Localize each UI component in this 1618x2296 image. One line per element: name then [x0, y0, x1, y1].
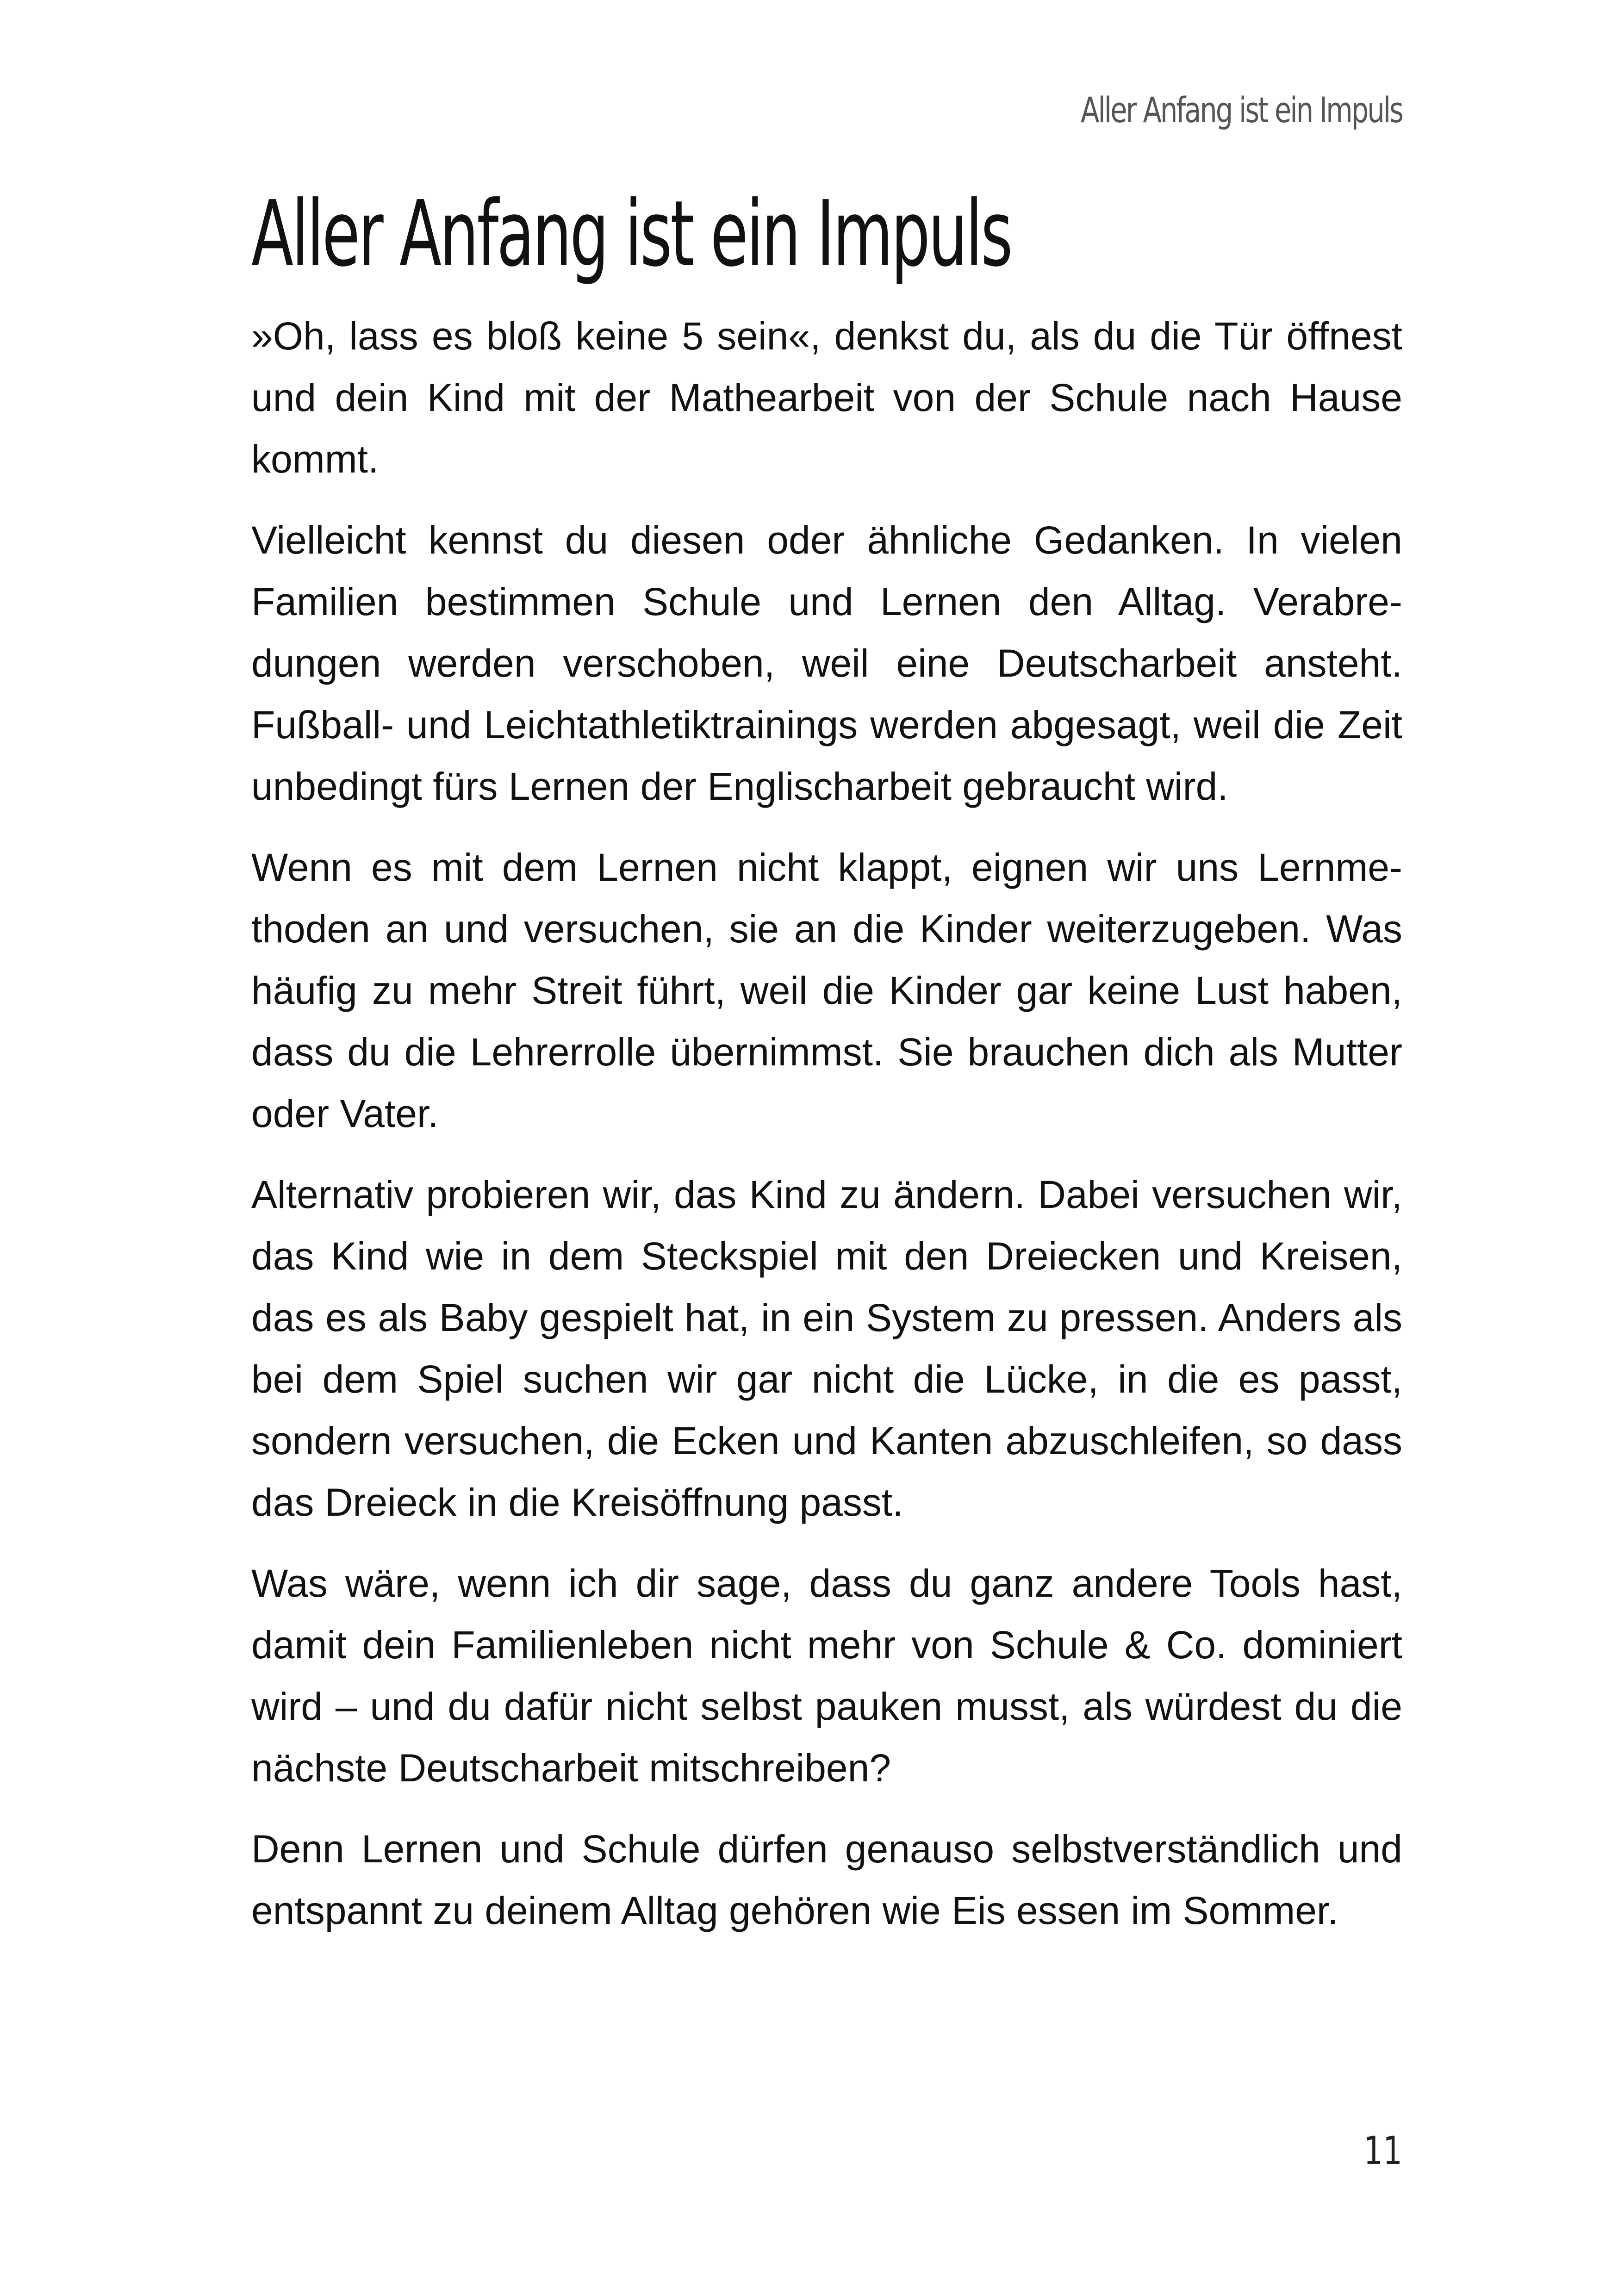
paragraph-1: »Oh, lass es bloß keine 5 sein«, denkst du, als du die Tür öffnest und dein Kind mit der Mathearbeit von der Schule nach Hause kommt. [251, 314, 1402, 481]
page-number: 11 [1363, 2128, 1402, 2173]
paragraph-6: Denn Lernen und Schule dürfen genauso selbstverständlich und entspannt zu deinem Alltag gehören wie Eis essen im Sommer. [251, 1827, 1402, 1932]
paragraph-3: Wenn es mit dem Lernen nicht klappt, eignen wir uns Lernmethoden an und versuchen, sie an die Kinder weiterzugeben. Was häufig zu mehr Streit führt, weil die Kinder gar keine Lust haben, dass du die Lehrerrolle übernimmst. Sie brauchen dich als Mutter oder Vater. [251, 846, 1402, 1135]
running-header: Aller Anfang ist ein Impuls [1081, 89, 1402, 131]
body-text [251, 305, 1402, 1961]
paragraph-2: Vielleicht kennst du diesen oder ähnliche Gedanken. In vielen Familien bestimmen Schule und Lernen den Alltag. Verabredungen werden verschoben, weil eine Deutscharbeit ansteht. Fußball- und Leichtathletiktrainings werden abgesagt, weil die Zeit unbedingt fürs Lernen der Englischarbeit gebraucht wird. [251, 518, 1402, 808]
paragraph-5: Was wäre, wenn ich dir sage, dass du ganz andere Tools hast, damit dein Familienleben nicht mehr von Schule & Co. dominiert wird – und du dafür nicht selbst pauken musst, als würdest du die nächste Deutscharbeit mitschreiben? [251, 1562, 1402, 1790]
chapter-title: Aller Anfang ist ein Impuls [251, 181, 1011, 287]
paragraph-4: Alternativ probieren wir, das Kind zu ändern. Dabei versuchen wir, das Kind wie in dem Steckspiel mit den Dreiecken und Kreisen, das es als Baby gespielt hat, in ein System zu pressen. Anders als bei dem Spiel suchen wir gar nicht die Lücke, in die es passt, sondern versuchen, die Ecken und Kanten abzuschleifen, so dass das Dreieck in die Kreisöffnung passt. [251, 1173, 1402, 1524]
